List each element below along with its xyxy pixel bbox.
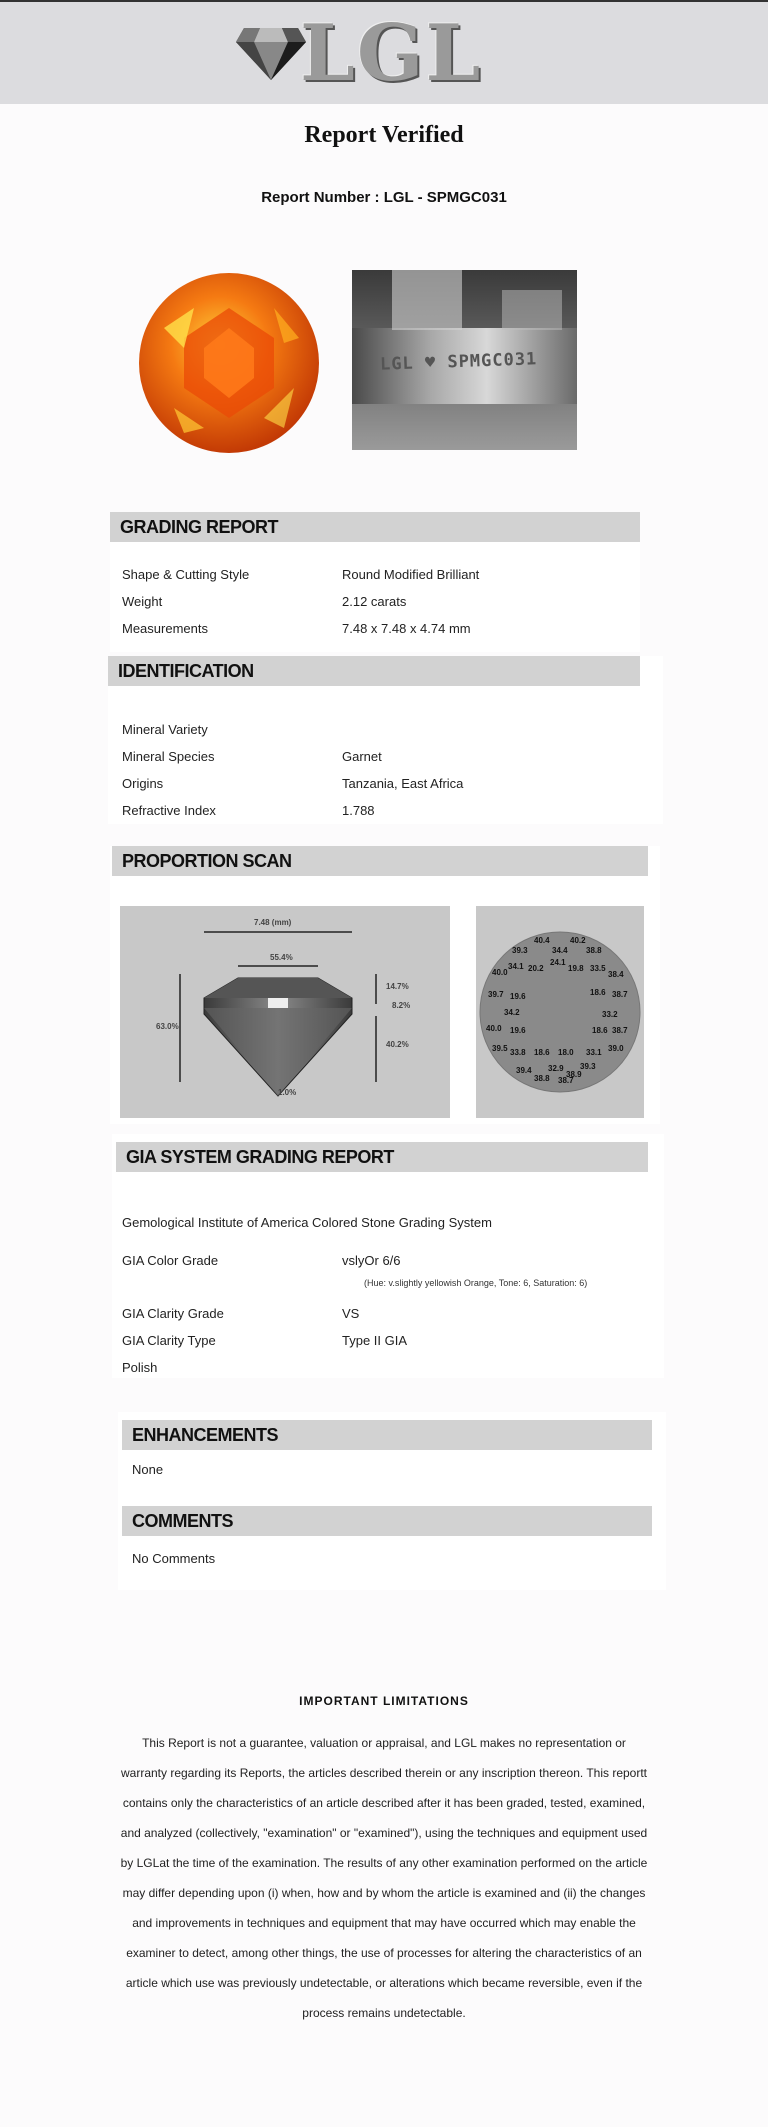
- top-view-value: 39.0: [608, 1044, 624, 1053]
- top-view-value: 34.2: [504, 1008, 520, 1017]
- top-view-diagram: [476, 906, 644, 1118]
- top-view-value: 18.6: [534, 1048, 550, 1057]
- inscription-text: LGL ♥ SPMGC031: [379, 349, 538, 375]
- top-view-value: 39.4: [516, 1066, 532, 1075]
- gia-polish-label: Polish: [122, 1360, 158, 1375]
- top-view-value: 34.1: [508, 962, 524, 971]
- top-view-values: [476, 906, 644, 1118]
- identification-label: Refractive Index: [122, 803, 216, 818]
- top-view-value: 39.7: [488, 990, 504, 999]
- grading-value: Round Modified Brilliant: [342, 567, 480, 582]
- grading-value: 2.12 carats: [342, 594, 407, 609]
- stone-photo: [134, 268, 324, 458]
- top-view-value: 40.0: [486, 1024, 502, 1033]
- grading-label: Measurements: [122, 621, 208, 636]
- gia-clarity-label: GIA Clarity Grade: [122, 1306, 224, 1321]
- gia-clarity-type-label: GIA Clarity Type: [122, 1333, 216, 1348]
- top-view-value: 20.2: [528, 964, 544, 973]
- identification-value: 1.788: [342, 803, 375, 818]
- header-banner: [0, 2, 768, 104]
- grading-label: Shape & Cutting Style: [122, 567, 250, 582]
- top-view-value: 24.1: [550, 958, 566, 967]
- top-view-value: 19.6: [510, 992, 526, 1001]
- identification-value: Tanzania, East Africa: [342, 776, 464, 791]
- top-view-value: 39.5: [492, 1044, 508, 1053]
- gia-color-value: vslyOr 6/6: [342, 1253, 401, 1268]
- top-view-value: 32.9: [548, 1064, 564, 1073]
- gia-clarity-value: VS: [342, 1306, 360, 1321]
- profile-depth-label: 63.0%: [156, 1022, 179, 1031]
- top-view-value: 38.7: [612, 990, 628, 999]
- top-view-value: 19.6: [510, 1026, 526, 1035]
- profile-girdle-label: 8.2%: [392, 1001, 411, 1010]
- diamond-icon: [234, 22, 308, 84]
- identification-label: Mineral Species: [122, 749, 215, 764]
- profile-culet-label: 1.0%: [278, 1088, 297, 1097]
- top-view-value: 18.6: [592, 1026, 608, 1035]
- grading-heading-bar: [110, 512, 640, 542]
- limitations-heading: IMPORTANT LIMITATIONS: [299, 1694, 469, 1708]
- top-view-value: 33.2: [602, 1010, 618, 1019]
- enhancements-heading-bar: [122, 1420, 652, 1450]
- report-number: Report Number : LGL - SPMGC031: [261, 189, 507, 206]
- top-view-value: 38.7: [558, 1076, 574, 1085]
- gia-heading: GIA SYSTEM GRADING REPORT: [126, 1147, 394, 1167]
- top-view-value: 18.6: [590, 988, 606, 997]
- top-view-value: 33.8: [510, 1048, 526, 1057]
- gia-heading-bar: [116, 1142, 648, 1172]
- gia-color-label: GIA Color Grade: [122, 1253, 219, 1268]
- grading-heading: GRADING REPORT: [120, 517, 279, 537]
- top-view-value: 38.7: [612, 1026, 628, 1035]
- profile-pavilion-label: 40.2%: [386, 1040, 409, 1049]
- identification-heading: IDENTIFICATION: [118, 661, 254, 681]
- top-view-value: 38.9: [566, 1070, 582, 1079]
- top-view-value: 18.0: [558, 1048, 574, 1057]
- gia-system-name: Gemological Institute of America Colored Stone Grading System: [122, 1215, 492, 1230]
- profile-diagram: [120, 906, 450, 1118]
- top-view-value: 40.0: [492, 968, 508, 977]
- lgl-logo[interactable]: [230, 8, 500, 99]
- grading-label: Weight: [122, 594, 163, 609]
- top-view-value: 33.5: [590, 964, 606, 973]
- top-view-value: 40.2: [570, 936, 586, 945]
- enhancements-heading: ENHANCEMENTS: [132, 1425, 279, 1445]
- comments-heading-bar: [122, 1506, 652, 1536]
- identification-value: Garnet: [342, 749, 382, 764]
- top-view-value: 38.8: [586, 946, 602, 955]
- inscription-photo: [352, 270, 577, 450]
- top-view-value: 39.3: [512, 946, 528, 955]
- enhancements-value: None: [132, 1462, 164, 1477]
- profile-crown-label: 14.7%: [386, 982, 409, 991]
- top-view-value: 38.4: [608, 970, 624, 979]
- logo-wordmark: LGL: [300, 8, 483, 99]
- top-view-value: 33.1: [586, 1048, 602, 1057]
- top-view-value: 19.8: [568, 964, 584, 973]
- top-view-value: 40.4: [534, 936, 550, 945]
- profile-table-label: 55.4%: [270, 953, 293, 962]
- proportion-heading-bar: [112, 846, 648, 876]
- gia-clarity-type-value: Type II GIA: [342, 1333, 408, 1348]
- top-view-value: 34.4: [552, 946, 568, 955]
- limitations-text: This Report is not a guarantee, valuation or appraisal, and LGL makes no representation or warranty regarding its Reports, the articles described therein or any inscription thereon. This reportt contains only the characteristics of an article described after it has been graded, tested, examined, and analyzed (collectively, "examination" or "examined"), using the techniques and equipment used by LGLat the time of the examination. The results of any other examination performed on the article may differ depending upon (i) when, how and by whom the article is examined and (ii) the changes and improvements in techniques and equipment that may have occurred which may enable the examiner to detect, among other things, the use of processes for altering the characteristics of an article which use was previously undetectable, or alterations which became reversible, even if the process remains undetectable.: [120, 1736, 648, 2020]
- grading-value: 7.48 x 7.48 x 4.74 mm: [342, 621, 471, 636]
- identification-label: Origins: [122, 776, 164, 791]
- comments-value: No Comments: [132, 1551, 216, 1566]
- page-title: Report Verified: [304, 122, 464, 148]
- identification-label: Mineral Variety: [122, 722, 208, 737]
- gia-color-note: (Hue: v.slightly yellowish Orange, Tone: 6, Saturation: 6): [364, 1278, 588, 1288]
- proportion-heading: PROPORTION SCAN: [122, 851, 292, 871]
- top-view-value: 38.8: [534, 1074, 550, 1083]
- profile-width-label: 7.48 (mm): [254, 918, 292, 927]
- comments-heading: COMMENTS: [132, 1511, 233, 1531]
- identification-heading-bar: [108, 656, 640, 686]
- top-view-value: 39.3: [580, 1062, 596, 1071]
